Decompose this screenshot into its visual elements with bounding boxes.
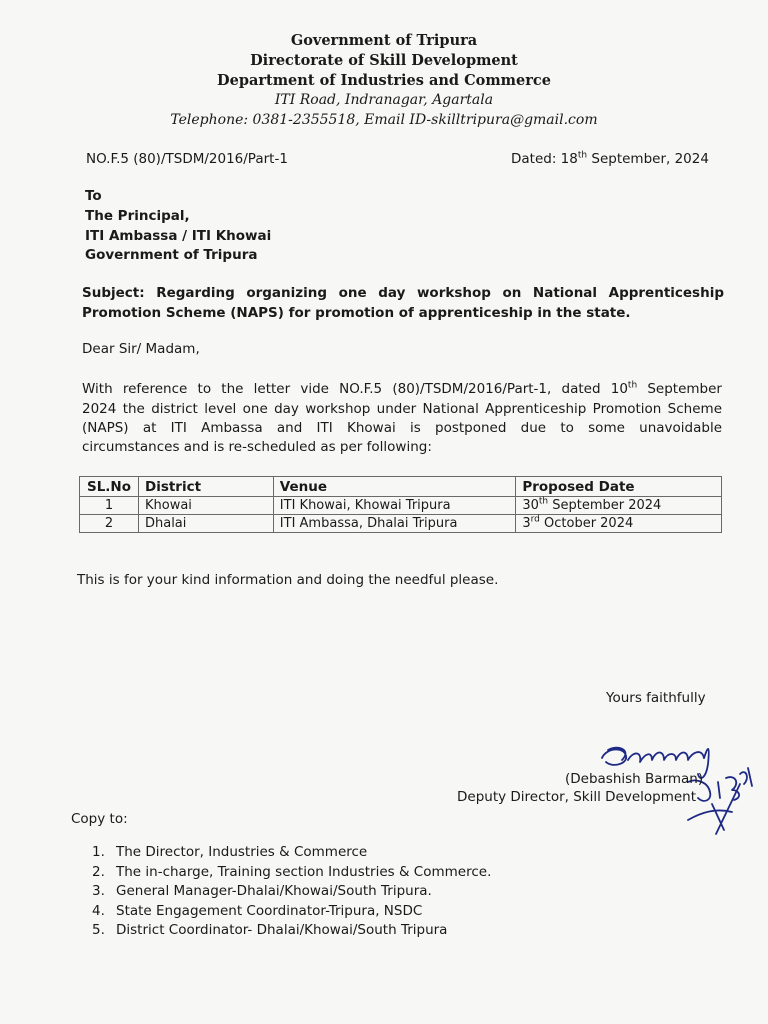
salutation: Dear Sir/ Madam, xyxy=(82,341,200,357)
cell-sl-no: 2 xyxy=(80,515,139,533)
addressee-institutes: ITI Ambassa / ITI Khowai xyxy=(85,228,272,244)
header-directorate: Directorate of Skill Development xyxy=(250,52,518,69)
copy-to-label: Copy to: xyxy=(71,811,128,827)
body-line-2: 2024 the district level one day workshop under National Apprenticeship Promotion Scheme xyxy=(82,401,722,417)
cell-venue: ITI Khowai, Khowai Tripura xyxy=(273,497,516,515)
header-contact: Telephone: 0381-2355518, Email ID-skilltripura@gmail.com xyxy=(170,112,598,128)
cell-district: Dhalai xyxy=(138,515,273,533)
header-district: District xyxy=(138,477,273,497)
signature-image xyxy=(592,738,762,836)
addressee-government: Government of Tripura xyxy=(85,247,258,263)
cell-sl-no: 1 xyxy=(80,497,139,515)
body-line-4: circumstances and is re-scheduled as per following: xyxy=(82,439,432,455)
body-line-1: With reference to the letter vide NO.F.5 (80)/TSDM/2016/Part-1, dated 10th September xyxy=(82,380,722,397)
cell-district: Khowai xyxy=(138,497,273,515)
cell-venue: ITI Ambassa, Dhalai Tripura xyxy=(273,515,516,533)
header-department: Department of Industries and Commerce xyxy=(217,72,551,89)
yours-faithfully: Yours faithfully xyxy=(606,690,706,706)
closing-note: This is for your kind information and doing the needful please. xyxy=(77,572,499,588)
signatory-name: (Debashish Barman) xyxy=(565,771,704,787)
header-government: Government of Tripura xyxy=(290,32,478,49)
list-item: 1. The Director, Industries & Commerce xyxy=(92,844,368,860)
addressee-to: To xyxy=(85,188,102,204)
table-header-row xyxy=(80,477,722,497)
body-line-3: (NAPS) at ITI Ambassa and ITI Khowai is postponed due to some unavoidable xyxy=(82,420,722,436)
addressee-title: The Principal, xyxy=(85,208,190,224)
schedule-table xyxy=(79,476,722,533)
header-venue: Venue xyxy=(273,477,516,497)
reference-number: NO.F.5 (80)/TSDM/2016/Part-1 xyxy=(86,151,288,167)
subject-line-2: Promotion Scheme (NAPS) for promotion of apprenticeship in the state. xyxy=(82,305,631,321)
list-item: 5. District Coordinator- Dhalai/Khowai/South Tripura xyxy=(92,922,448,938)
header-address: ITI Road, Indranagar, Agartala xyxy=(274,92,494,108)
copy-to-list xyxy=(92,843,491,941)
letter-date: Dated: 18th September, 2024 xyxy=(511,150,709,167)
header-sl-no: SL.No xyxy=(80,477,139,497)
cell-proposed-date: 30th September 2024 xyxy=(516,497,722,515)
table-row xyxy=(80,515,722,533)
list-item: 3. General Manager-Dhalai/Khowai/South Tripura. xyxy=(92,883,432,899)
header-proposed-date: Proposed Date xyxy=(516,477,722,497)
list-item: 2. The in-charge, Training section Industries & Commerce. xyxy=(92,863,492,880)
signatory-designation: Deputy Director, Skill Development xyxy=(457,789,697,805)
list-item: 4. State Engagement Coordinator-Tripura, NSDC xyxy=(92,902,423,919)
cell-proposed-date: 3rd October 2024 xyxy=(516,515,722,533)
table-row xyxy=(80,497,722,515)
subject-line-1: Subject: Regarding organizing one day workshop on National Apprenticeship xyxy=(82,285,724,301)
